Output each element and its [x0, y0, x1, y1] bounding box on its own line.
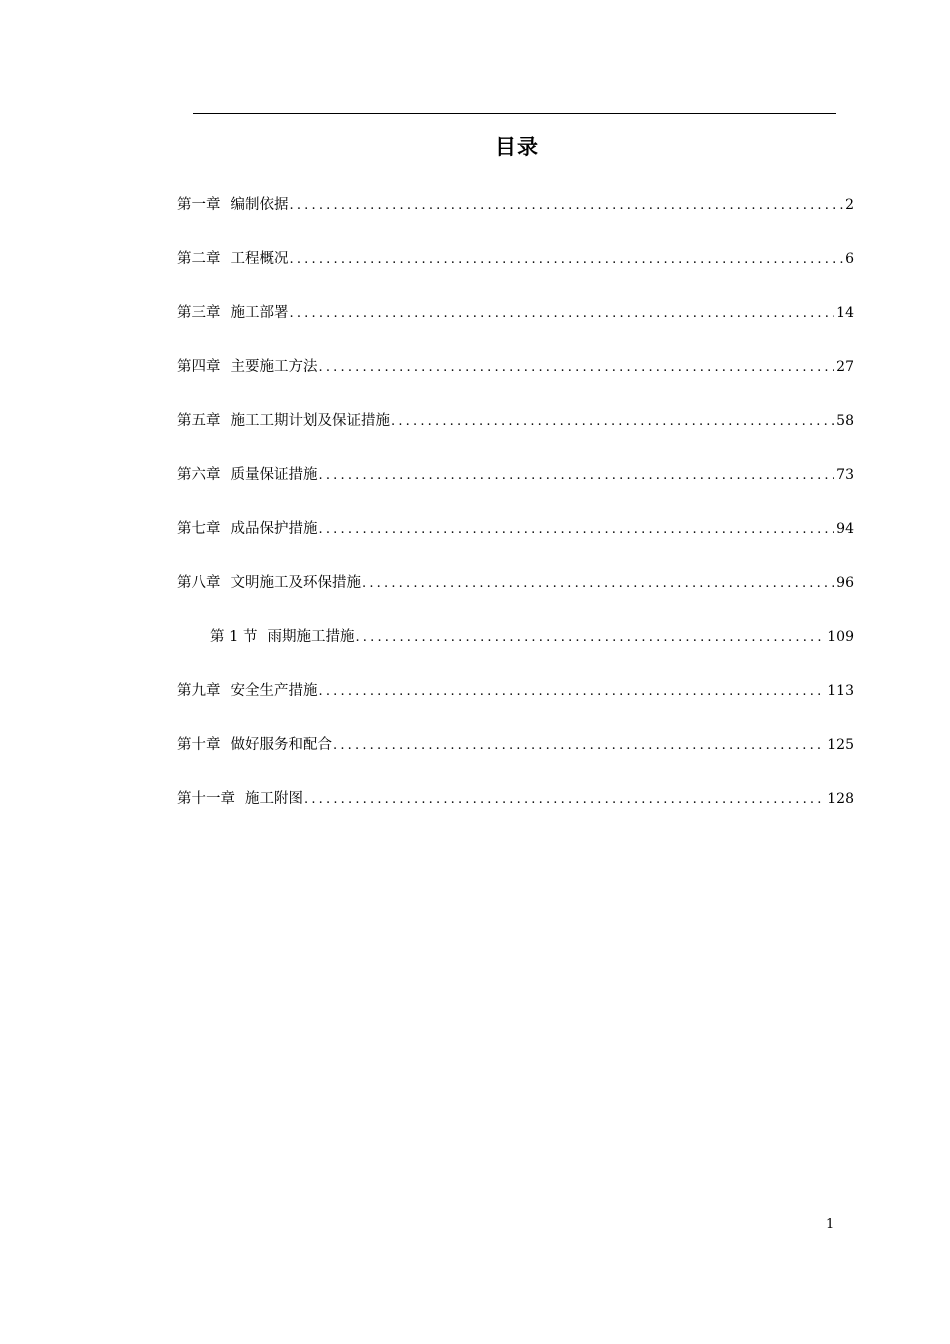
toc-entry-label	[177, 677, 318, 705]
toc-entry-title: 施工附图	[245, 791, 303, 807]
toc-dot-leader	[391, 408, 834, 436]
toc-entry-label	[177, 299, 289, 327]
toc-entry-title: 安全生产措施	[230, 683, 318, 699]
toc-dot-leader	[319, 462, 835, 490]
toc-entry[interactable]	[177, 461, 854, 515]
toc-entry-number: 第三章	[177, 305, 221, 321]
toc-entry-title: 施工工期计划及保证措施	[230, 413, 390, 429]
toc-dot-leader	[319, 516, 835, 544]
toc-entry[interactable]	[177, 785, 854, 839]
toc-entry-page: 94	[836, 521, 854, 537]
toc-dot-leader	[355, 624, 825, 652]
toc-dot-leader	[362, 570, 834, 598]
toc-dot-leader	[304, 786, 825, 814]
toc-entry-number: 第十章	[177, 737, 221, 753]
toc-dot-leader	[319, 354, 835, 382]
toc-entry-label	[177, 245, 289, 273]
toc-dot-leader	[290, 300, 835, 328]
toc-entry-number: 第二章	[177, 251, 221, 267]
toc-entry-page: 58	[836, 413, 854, 429]
toc-entry-page: 2	[845, 197, 854, 213]
toc-entry-title: 成品保护措施	[230, 521, 318, 537]
toc-entry-title: 质量保证措施	[230, 467, 318, 483]
toc-entry-label	[177, 515, 318, 543]
toc-entry-title: 编制依据	[230, 197, 289, 213]
toc-entry[interactable]	[177, 353, 854, 407]
toc-entry-label	[177, 191, 289, 219]
page-number: 1	[826, 1217, 835, 1232]
toc-entry-title: 做好服务和配合	[230, 737, 332, 753]
toc-entry-label	[177, 461, 318, 489]
toc-entry-number: 第九章	[177, 683, 221, 699]
toc-entry-title: 雨期施工措施	[267, 629, 355, 645]
toc-subentry[interactable]	[177, 623, 854, 677]
toc-entry-page: 109	[827, 629, 854, 645]
toc-entry[interactable]	[177, 191, 854, 245]
toc-entry[interactable]	[177, 731, 854, 785]
toc-entry-number: 第八章	[177, 575, 221, 591]
toc-entry-number: 第十一章	[177, 791, 235, 807]
toc-entry-page: 96	[836, 575, 854, 591]
toc-entry-label	[177, 731, 332, 759]
toc-entry-number: 第五章	[177, 413, 221, 429]
toc-entry-page: 125	[827, 737, 854, 753]
toc-entry-number: 第七章	[177, 521, 221, 537]
toc-entry-page: 73	[836, 467, 854, 483]
header-rule	[193, 113, 836, 114]
toc-entry[interactable]	[177, 407, 854, 461]
toc-entry-number: 第 1 节	[210, 629, 258, 645]
toc-entry-page: 27	[836, 359, 854, 375]
toc-entry-title: 文明施工及环保措施	[230, 575, 361, 591]
toc-entry-number: 第一章	[177, 197, 221, 213]
toc-entry-title: 工程概况	[230, 251, 289, 267]
toc-entry-label	[177, 407, 390, 435]
toc-list	[177, 191, 854, 839]
toc-entry[interactable]	[177, 515, 854, 569]
toc-entry[interactable]	[177, 299, 854, 353]
toc-entry-page: 128	[827, 791, 854, 807]
toc-dot-leader	[333, 732, 825, 760]
toc-entry-page: 14	[836, 305, 854, 321]
toc-entry-page: 6	[845, 251, 854, 267]
toc-entry-title: 主要施工方法	[230, 359, 318, 375]
toc-entry-number: 第四章	[177, 359, 221, 375]
toc-entry-page: 113	[827, 683, 854, 699]
toc-entry[interactable]	[177, 245, 854, 299]
toc-entry-label	[177, 785, 303, 813]
toc-entry[interactable]	[177, 569, 854, 623]
toc-title: 目录	[495, 135, 539, 159]
toc-entry-number: 第六章	[177, 467, 221, 483]
toc-entry-label	[177, 353, 318, 381]
toc-dot-leader	[319, 678, 826, 706]
toc-dot-leader	[290, 192, 844, 220]
toc-entry-title: 施工部署	[230, 305, 289, 321]
toc-entry-label	[210, 623, 354, 651]
toc-dot-leader	[290, 246, 844, 274]
toc-entry[interactable]	[177, 677, 854, 731]
toc-entry-label	[177, 569, 361, 597]
